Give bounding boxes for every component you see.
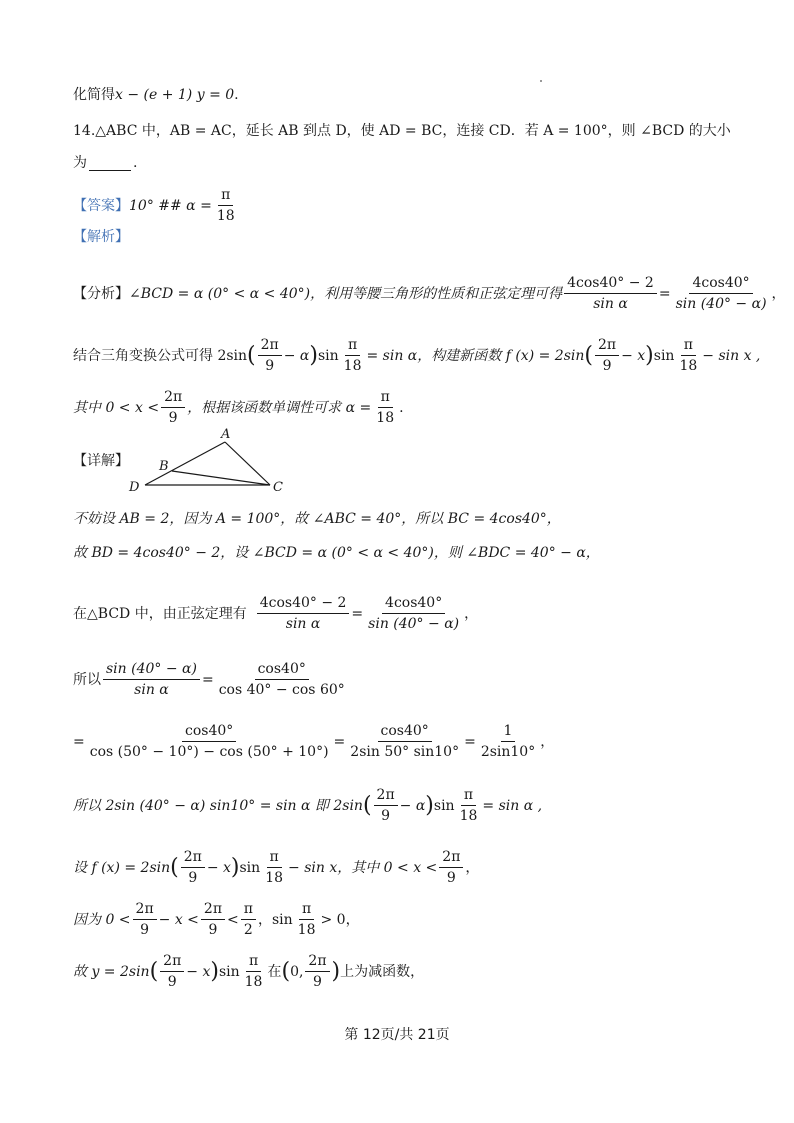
- fraction-4cos40-2-over-sina: $\frac{4\cos 40^\circ - 2}{\text{sin α}}$: [564, 274, 657, 313]
- answer-tag: 【答案】: [73, 197, 129, 214]
- text: − x: [206, 859, 231, 876]
- text: sin: [239, 859, 261, 876]
- comma: ，: [464, 605, 479, 622]
- text: 不妨设 AB = 2，因为 A = 100°，故 ∠ABC = 40°，所以 BC = 4cos40°，: [73, 511, 561, 527]
- paren: (: [170, 854, 179, 880]
- text: − x: [186, 963, 211, 980]
- assume-line: [73, 510, 561, 528]
- analysis-tag: 【解析】: [73, 229, 129, 245]
- comma: ，: [540, 733, 555, 750]
- text: = sin α ,: [482, 797, 543, 814]
- triangle-figure: [125, 425, 295, 497]
- paren: (: [362, 792, 372, 818]
- fraction-pi-2: $\frac{\pi}{2}$: [241, 900, 256, 939]
- paren: ): [645, 342, 654, 368]
- detail-tag: 【详解】: [73, 453, 129, 469]
- text: − sin x ,: [702, 347, 761, 364]
- paren: ): [425, 792, 434, 818]
- fraction-pi-18: $\frac{\pi}{18}$: [459, 787, 478, 824]
- text: ，根据该函数单调性可求 α =: [187, 399, 372, 416]
- equation: x − (e + 1) y = 0: [115, 87, 235, 103]
- paren: (: [247, 342, 256, 368]
- fraction-sin40ma-over-sina: $\frac{\sin (40^\circ - \alpha)}{\text{sin α}}$: [103, 660, 200, 699]
- where-line: [73, 388, 404, 427]
- segment-AC: [225, 442, 270, 485]
- text: − sin x，其中 0 < x <: [288, 859, 438, 876]
- fraction-4cos40-2-over-sina: $\frac{4\cos 40^\circ - 2}{\text{sin α}}$: [257, 594, 350, 633]
- fenxi-line: [73, 274, 786, 313]
- text: sin: [218, 963, 240, 980]
- paren: (: [281, 958, 291, 984]
- text: 因为 0 <: [73, 911, 131, 928]
- text: ，sin: [257, 911, 293, 928]
- bd-line: [73, 544, 600, 562]
- fraction-pi-18: $\frac{\pi}{18}$: [297, 901, 316, 938]
- equals: =: [351, 605, 364, 622]
- text: 所以 2sin (40° − α) sin10° = sin α 即 2sin: [73, 797, 363, 814]
- fraction-2pi-9: $\frac{2\pi}{9}$: [374, 786, 398, 825]
- fraction-2pi-9: $\frac{2\pi}{9}$: [595, 336, 619, 375]
- analysis-line: [73, 228, 129, 246]
- fraction-4cos40-over-sin40ma: $\frac{4\cos 40^\circ}{\sin (40^\circ - \alpha)}$: [675, 275, 767, 312]
- fraction-2pi-9: $\frac{2\pi}{9}$: [161, 388, 185, 427]
- fraction-cos40-over-2sin: $\frac{\cos 40^\circ}{2\sin 50^\circ \sin 10^\circ}$: [350, 723, 460, 760]
- fraction-2pi-9: $\frac{2\pi}{9}$: [305, 952, 329, 991]
- segment-DA: [145, 442, 225, 485]
- equals: =: [333, 733, 346, 750]
- page-footer: 第 12页/共 21页: [344, 1027, 450, 1043]
- text: 结合三角变换公式可得 2sin: [73, 347, 248, 364]
- fraction-2pi-9: $\frac{2\pi}{9}$: [258, 336, 282, 375]
- text: .: [234, 87, 239, 103]
- question-14-cont: [73, 154, 137, 172]
- label-A: A: [221, 427, 231, 442]
- paren: ): [230, 854, 240, 880]
- text: sin: [317, 347, 339, 364]
- text: 上为减函数，: [340, 963, 425, 980]
- label-D: D: [129, 480, 140, 495]
- text: − α: [283, 347, 310, 364]
- so-line-2: [73, 786, 542, 825]
- comma: ，: [465, 859, 480, 876]
- paren: (: [584, 342, 593, 368]
- text: 在: [267, 963, 282, 980]
- fraction-4cos40-over-sin40ma: $\frac{4\cos 40^\circ}{\sin (40^\circ - \alpha)}$: [368, 595, 460, 632]
- paren: ): [309, 342, 318, 368]
- fraction-2pi-9: $\frac{2\pi}{9}$: [201, 900, 225, 939]
- text: ，构建新函数 f (x) = 2sin: [417, 347, 585, 364]
- hence-line: [73, 952, 424, 991]
- set-fx-line: [73, 848, 479, 887]
- text: 化简得: [73, 87, 115, 103]
- equals: =: [464, 733, 476, 750]
- fenxi-tag: 【分析】: [73, 285, 129, 302]
- detail-line: [73, 452, 129, 470]
- text: 故 y = 2sin: [73, 963, 150, 980]
- text: > 0，: [320, 911, 360, 928]
- text: sin: [653, 347, 675, 364]
- text: 设 f (x) = 2sin: [73, 859, 171, 876]
- label-C: C: [273, 480, 283, 495]
- text: 在△BCD 中，由正弦定理有: [73, 605, 247, 622]
- paren: ): [331, 958, 341, 984]
- equals: =: [73, 733, 85, 750]
- sine-rule-line: [73, 594, 478, 633]
- fraction-2pi-9: $\frac{2\pi}{9}$: [439, 848, 463, 887]
- text: − x: [621, 347, 646, 364]
- text: − α: [399, 797, 426, 814]
- fraction-2pi-9: $\frac{2\pi}{9}$: [133, 900, 157, 939]
- fenxi-text: ∠BCD = α (0° < α < 40°)，利用等腰三角形的性质和正弦定理可得: [129, 285, 563, 302]
- fraction-cos40-over-diff: $\frac{\cos 40^\circ}{\cos 40^\circ - \cos 60^\circ}$: [218, 661, 345, 698]
- segment-BC: [172, 471, 270, 485]
- text: 其中 0 < x <: [73, 399, 160, 416]
- fraction-pi-18: $\frac{\pi}{18}$: [216, 187, 235, 224]
- label-B: B: [159, 459, 169, 474]
- combine-line: [73, 336, 760, 375]
- equals: =: [658, 285, 671, 302]
- fraction-1-over-2sin10: $\frac{1}{2\sin 10^\circ}$: [480, 723, 536, 760]
- answer-line: [73, 186, 240, 225]
- paren: (: [149, 958, 159, 984]
- text: .: [133, 155, 138, 171]
- scan-speck: [540, 80, 542, 82]
- paren: ): [210, 958, 219, 984]
- answer-blank: [89, 156, 131, 171]
- equals: =: [201, 671, 214, 688]
- text: 故 BD = 4cos40° − 2，设 ∠BCD = α (0° < α < 40°)，则 ∠BDC = 40° − α，: [73, 545, 600, 561]
- question-text-2: 为: [73, 155, 87, 171]
- text: − x <: [158, 911, 199, 928]
- so-line-1: [73, 660, 350, 699]
- equation-chain: [73, 722, 554, 761]
- question-14: [73, 122, 731, 140]
- text: .: [399, 399, 404, 416]
- text: <: [227, 911, 239, 928]
- fraction-pi-18: $\frac{\pi}{18}$: [679, 337, 698, 374]
- text: sin: [433, 797, 455, 814]
- fraction-pi-18: $\frac{\pi}{18}$: [244, 953, 263, 990]
- answer-text: 10° ## α =: [129, 197, 212, 214]
- fraction-2pi-9: $\frac{2\pi}{9}$: [160, 952, 184, 991]
- text: 所以: [73, 671, 101, 688]
- question-number: 14.: [73, 123, 96, 139]
- fraction-pi-18: $\frac{\pi}{18}$: [343, 337, 362, 374]
- text: = sin α: [366, 347, 418, 364]
- question-text: △ABC 中，AB = AC，延长 AB 到点 D，使 AD = BC，连接 CD．若 A = 100°，则 ∠BCD 的大小: [95, 123, 731, 139]
- because-line: [73, 900, 360, 939]
- fraction-pi-18: $\frac{\pi}{18}$: [265, 849, 284, 886]
- fraction-2pi-9: $\frac{2\pi}{9}$: [181, 848, 205, 887]
- comma: ，: [771, 285, 786, 302]
- simplified-equation-line: [73, 86, 239, 104]
- text: 0,: [290, 963, 304, 980]
- fraction-pi-18: $\frac{\pi}{18}$: [376, 389, 395, 426]
- fraction-cos40-over-long: $\frac{\cos 40^\circ}{\cos (50^\circ - 10^\circ) - \cos (50^\circ + 10^\circ)}$: [89, 723, 329, 760]
